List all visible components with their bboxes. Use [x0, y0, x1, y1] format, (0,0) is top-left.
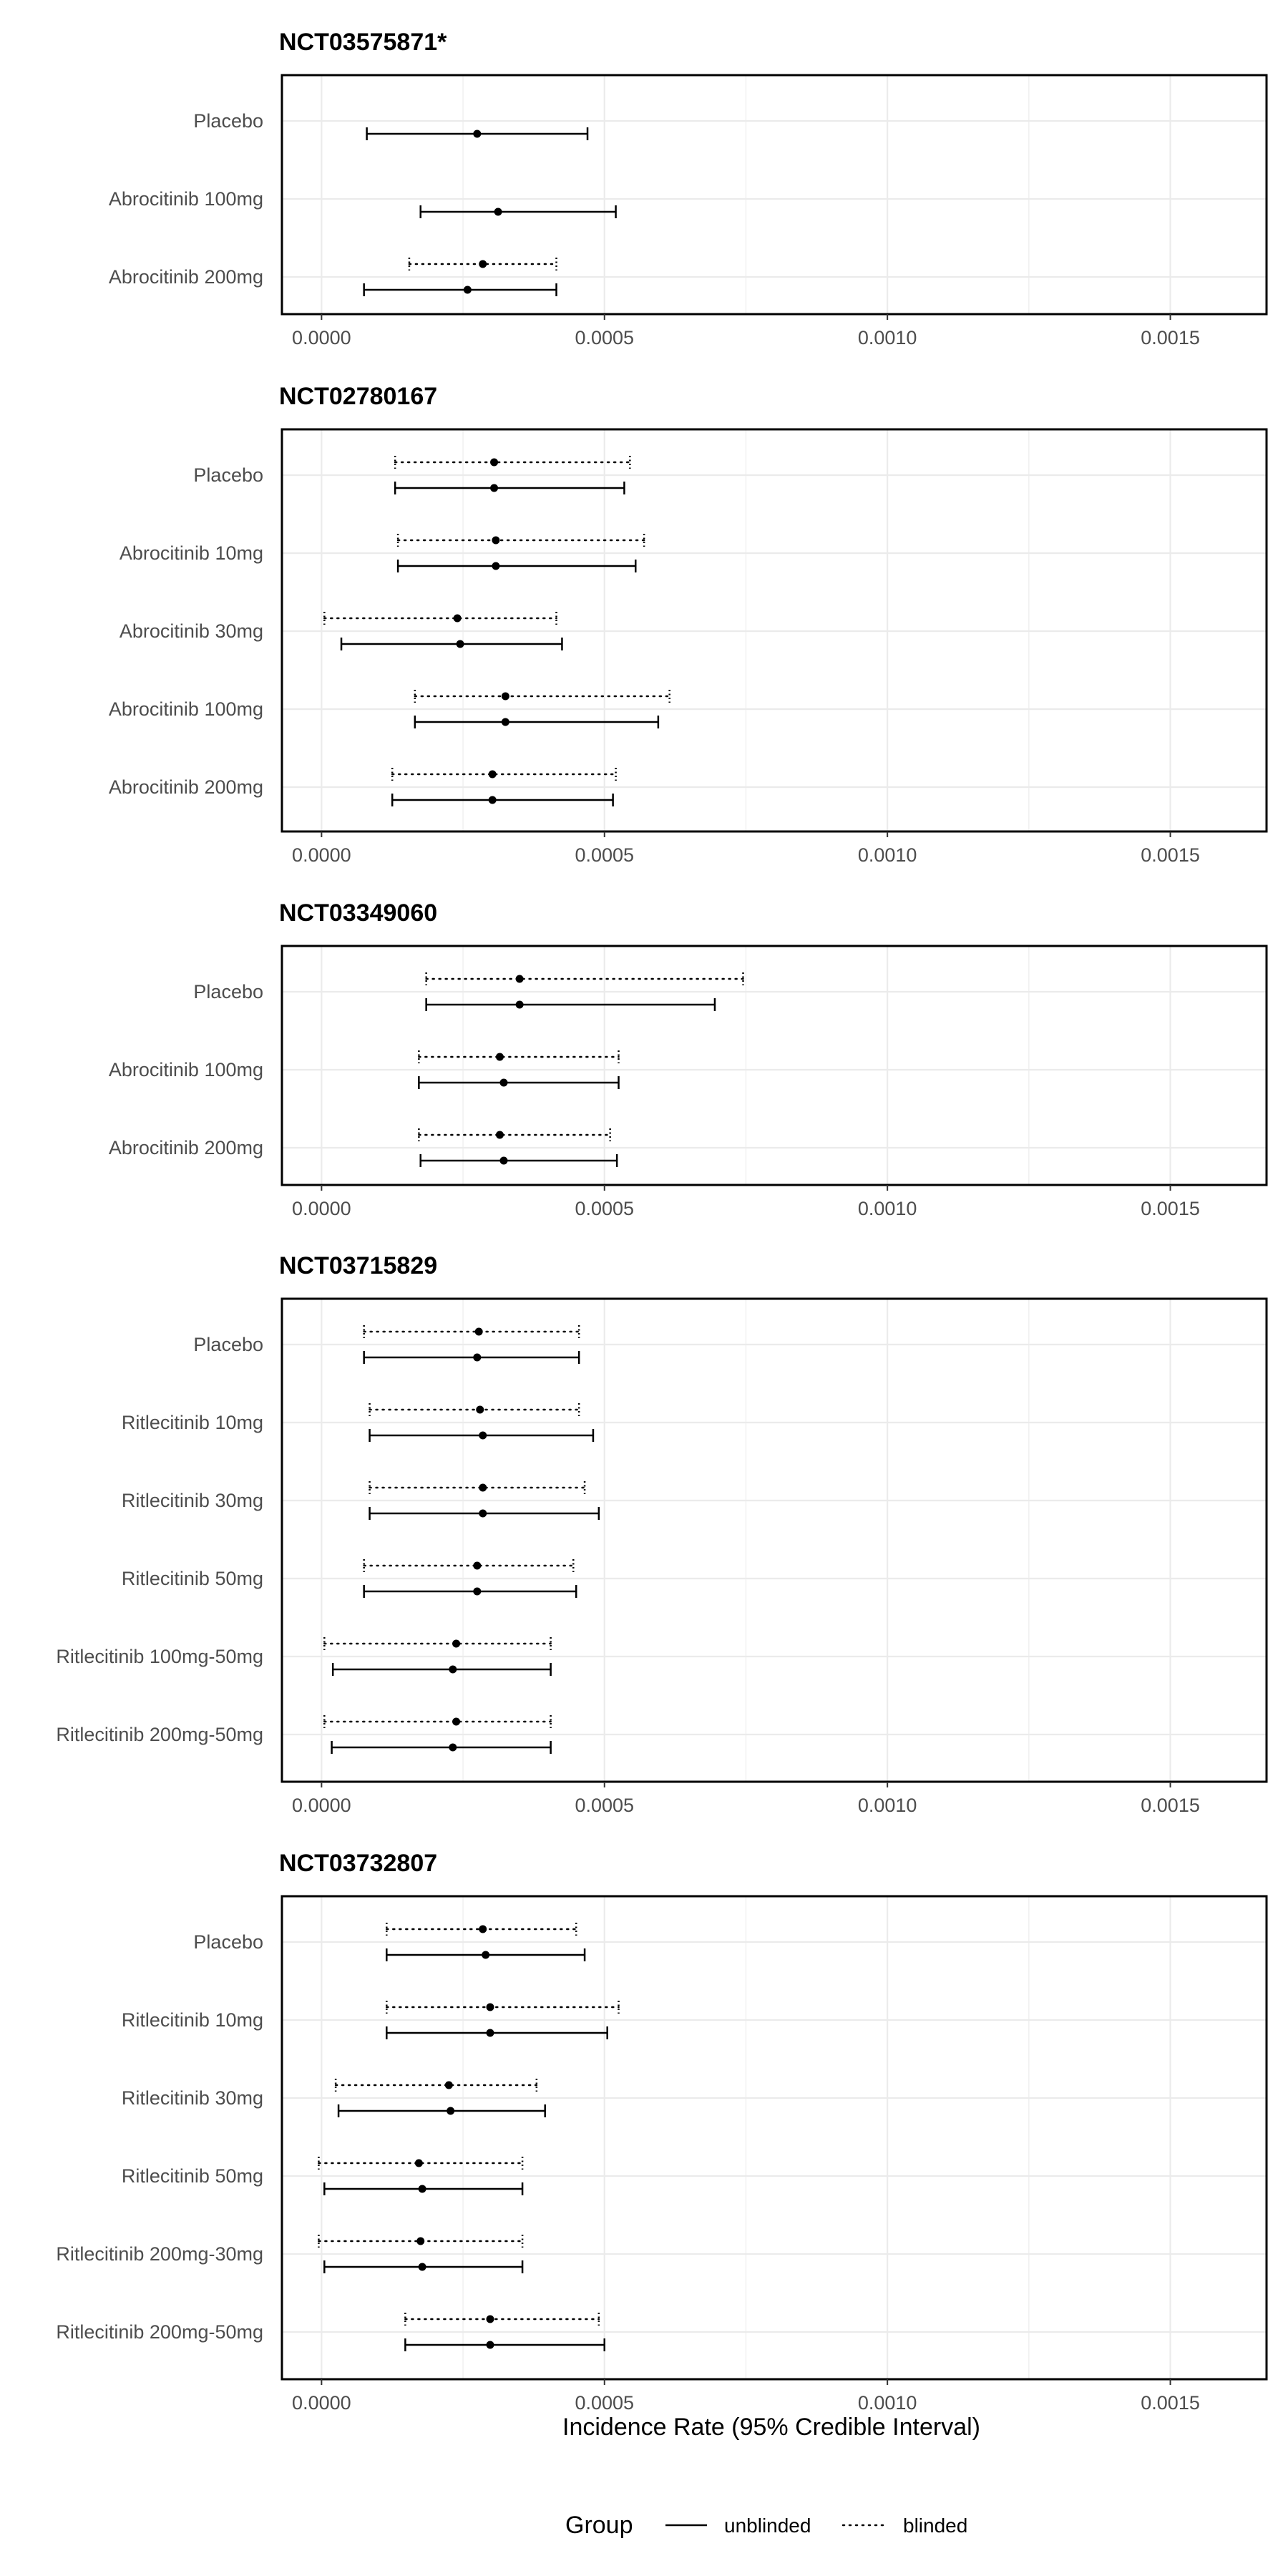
row-label-ritlecitinib-100mg-50mg: Ritlecitinib 100mg-50mg: [56, 1646, 263, 1667]
x-tick-label: 0.0010: [857, 327, 917, 348]
unblinded-placebo-point: [516, 1001, 524, 1009]
row-label-placebo: Placebo: [193, 981, 263, 1002]
unblinded-ritlecitinib-100mg-50mg-point: [449, 1666, 457, 1674]
row-label-abrocitinib-200mg: Abrocitinib 200mg: [108, 266, 263, 288]
x-tick-label: 0.0000: [292, 1198, 351, 1219]
x-tick-label: 0.0000: [292, 2392, 351, 2414]
x-tick-label: 0.0005: [575, 2392, 635, 2414]
blinded-ritlecitinib-10mg-point: [487, 2004, 494, 2011]
row-label-ritlecitinib-200mg-50mg: Ritlecitinib 200mg-50mg: [56, 2321, 263, 2343]
blinded-abrocitinib-100mg-point: [502, 693, 509, 701]
x-tick-label: 0.0000: [292, 1795, 351, 1816]
legend-entry-unblinded: [665, 2514, 811, 2537]
panel-title: NCT02780167: [279, 383, 438, 410]
row-label-ritlecitinib-200mg-30mg: Ritlecitinib 200mg-30mg: [56, 2243, 263, 2265]
row-label-abrocitinib-200mg: Abrocitinib 200mg: [108, 1137, 263, 1158]
unblinded-ritlecitinib-10mg-point: [479, 1432, 487, 1440]
row-label-placebo: Placebo: [193, 110, 263, 132]
row-label-abrocitinib-30mg: Abrocitinib 30mg: [119, 620, 263, 642]
blinded-abrocitinib-200mg-point: [479, 260, 487, 268]
unblinded-ritlecitinib-10mg-point: [487, 2029, 494, 2037]
unblinded-placebo-point: [473, 1354, 481, 1362]
blinded-abrocitinib-200mg-point: [489, 771, 497, 779]
row-label-abrocitinib-100mg: Abrocitinib 100mg: [108, 698, 263, 720]
x-tick-label: 0.0010: [857, 844, 917, 866]
blinded-ritlecitinib-50mg-point: [473, 1562, 481, 1570]
row-label-placebo: Placebo: [193, 1334, 263, 1355]
row-label-abrocitinib-200mg: Abrocitinib 200mg: [108, 776, 263, 798]
panel-title: NCT03575871*: [279, 29, 447, 56]
panel-title: NCT03732807: [279, 1850, 438, 1877]
x-tick-label: 0.0015: [1141, 844, 1200, 866]
chart-panels: [56, 29, 1267, 2414]
x-tick-label: 0.0015: [1141, 1198, 1200, 1219]
blinded-ritlecitinib-50mg-point: [415, 2160, 423, 2167]
unblinded-abrocitinib-100mg-point: [499, 1079, 507, 1087]
x-tick-label: 0.0005: [575, 1795, 635, 1816]
panel-title: NCT03715829: [279, 1252, 438, 1279]
blinded-placebo-point: [490, 459, 498, 467]
blinded-ritlecitinib-200mg-50mg-point: [452, 1718, 460, 1726]
panel-nct03732807: [56, 1850, 1267, 2414]
row-label-abrocitinib-100mg: Abrocitinib 100mg: [108, 188, 263, 210]
unblinded-abrocitinib-30mg-point: [457, 640, 464, 648]
x-tick-label: 0.0000: [292, 844, 351, 866]
blinded-ritlecitinib-200mg-50mg-point: [487, 2316, 494, 2323]
blinded-placebo-point: [475, 1328, 483, 1336]
legend-label-blinded: blinded: [903, 2514, 968, 2537]
unblinded-abrocitinib-100mg-point: [494, 208, 502, 216]
blinded-abrocitinib-30mg-point: [454, 615, 462, 623]
panel-background: [282, 946, 1267, 1185]
row-label-ritlecitinib-10mg: Ritlecitinib 10mg: [121, 2009, 263, 2031]
unblinded-abrocitinib-100mg-point: [502, 718, 509, 726]
x-tick-label: 0.0010: [857, 1795, 917, 1816]
blinded-placebo-point: [479, 1926, 487, 1933]
x-tick-label: 0.0005: [575, 844, 635, 866]
row-label-abrocitinib-10mg: Abrocitinib 10mg: [119, 542, 263, 564]
blinded-ritlecitinib-100mg-50mg-point: [452, 1640, 460, 1648]
x-tick-label: 0.0000: [292, 327, 351, 348]
panel-background: [282, 1299, 1267, 1782]
legend-title: Group: [565, 2512, 633, 2539]
row-label-abrocitinib-100mg: Abrocitinib 100mg: [108, 1059, 263, 1080]
blinded-ritlecitinib-30mg-point: [445, 2082, 453, 2089]
x-axis-title: Incidence Rate (95% Credible Interval): [562, 2414, 980, 2441]
x-tick-label: 0.0015: [1141, 327, 1200, 348]
panel-background: [282, 1896, 1267, 2379]
unblinded-placebo-point: [482, 1951, 489, 1959]
unblinded-ritlecitinib-200mg-50mg-point: [449, 1744, 457, 1752]
unblinded-ritlecitinib-50mg-point: [473, 1588, 481, 1596]
blinded-ritlecitinib-200mg-30mg-point: [416, 2238, 424, 2245]
unblinded-ritlecitinib-200mg-30mg-point: [419, 2263, 426, 2271]
x-tick-label: 0.0005: [575, 1198, 635, 1219]
unblinded-ritlecitinib-30mg-point: [447, 2107, 454, 2115]
unblinded-abrocitinib-200mg-point: [489, 796, 497, 804]
unblinded-placebo-point: [473, 130, 481, 138]
blinded-abrocitinib-10mg-point: [492, 537, 499, 545]
unblinded-ritlecitinib-30mg-point: [479, 1510, 487, 1518]
blinded-ritlecitinib-10mg-point: [476, 1406, 484, 1414]
x-tick-label: 0.0015: [1141, 1795, 1200, 1816]
row-label-ritlecitinib-200mg-50mg: Ritlecitinib 200mg-50mg: [56, 1724, 263, 1745]
blinded-ritlecitinib-30mg-point: [479, 1484, 487, 1492]
row-label-ritlecitinib-50mg: Ritlecitinib 50mg: [121, 1568, 263, 1589]
legend: [565, 2512, 967, 2539]
row-label-ritlecitinib-10mg: Ritlecitinib 10mg: [121, 1412, 263, 1433]
blinded-abrocitinib-200mg-point: [496, 1131, 504, 1139]
blinded-abrocitinib-100mg-point: [496, 1053, 504, 1061]
panel-nct03715829: [56, 1252, 1267, 1816]
unblinded-abrocitinib-200mg-point: [464, 286, 472, 294]
panel-nct02780167: [109, 383, 1267, 866]
x-tick-label: 0.0015: [1141, 2392, 1200, 2414]
row-label-ritlecitinib-30mg: Ritlecitinib 30mg: [121, 2087, 263, 2109]
legend-label-unblinded: unblinded: [724, 2514, 811, 2537]
panel-nct03349060: [109, 899, 1267, 1219]
unblinded-ritlecitinib-200mg-50mg-point: [487, 2341, 494, 2349]
x-tick-label: 0.0010: [857, 2392, 917, 2414]
row-label-ritlecitinib-50mg: Ritlecitinib 50mg: [121, 2165, 263, 2187]
row-label-placebo: Placebo: [193, 464, 263, 486]
row-label-placebo: Placebo: [193, 1931, 263, 1953]
panel-background: [282, 75, 1267, 314]
legend-entry-blinded: [843, 2514, 967, 2537]
unblinded-abrocitinib-10mg-point: [492, 562, 499, 570]
unblinded-ritlecitinib-50mg-point: [419, 2185, 426, 2193]
unblinded-abrocitinib-200mg-point: [499, 1157, 507, 1165]
panel-nct03575871: [109, 29, 1267, 348]
x-tick-label: 0.0010: [857, 1198, 917, 1219]
blinded-placebo-point: [516, 975, 524, 983]
unblinded-placebo-point: [490, 484, 498, 492]
row-label-ritlecitinib-30mg: Ritlecitinib 30mg: [121, 1490, 263, 1511]
panel-title: NCT03349060: [279, 899, 438, 927]
x-tick-label: 0.0005: [575, 327, 635, 348]
